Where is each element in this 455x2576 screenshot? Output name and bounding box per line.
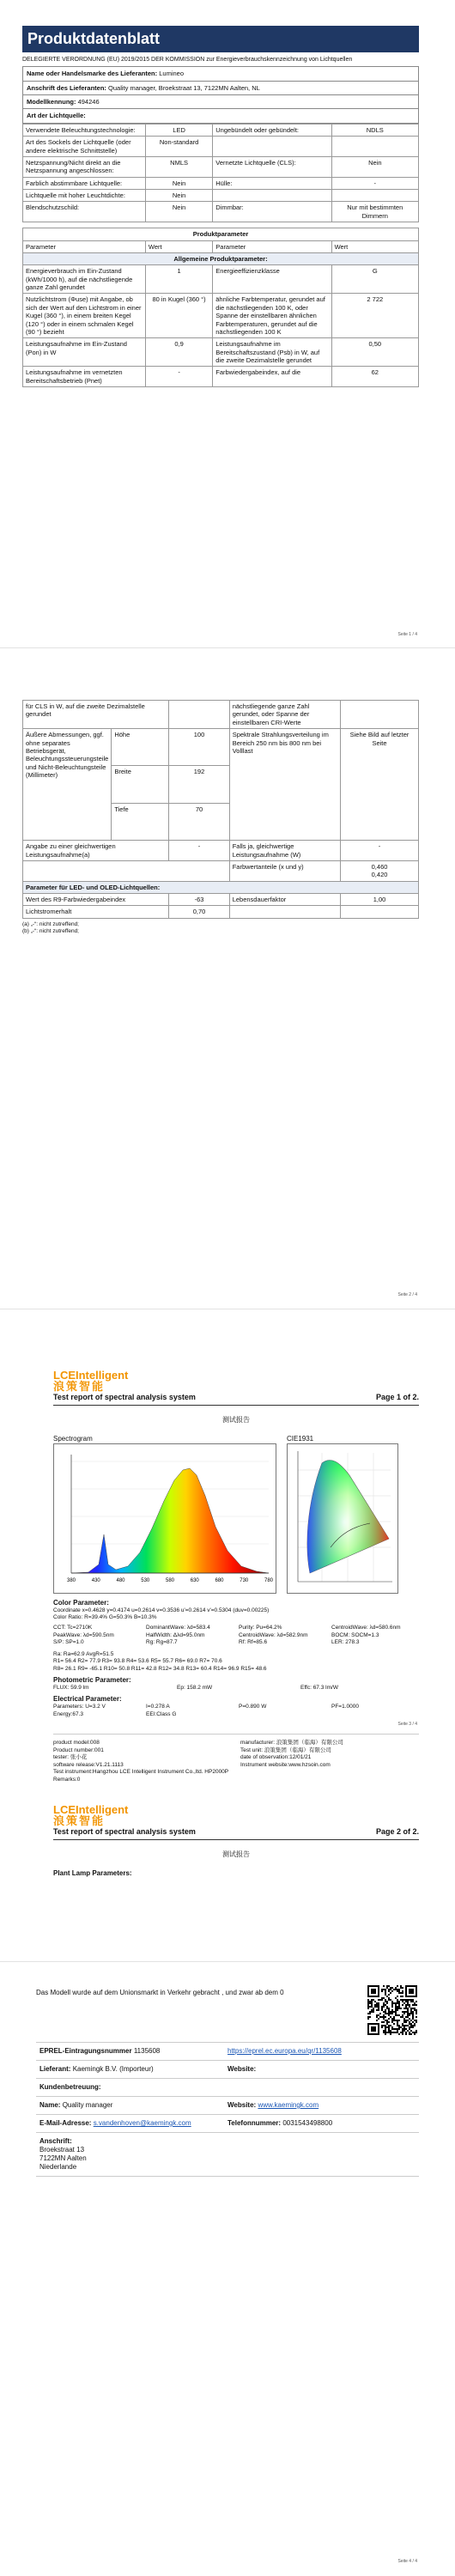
- dim-width-label: Breite: [112, 766, 169, 803]
- eprel-website-label: Website:: [228, 2065, 257, 2073]
- datasheet-page-2: [0, 648, 455, 1309]
- eprel-name-row: [36, 2097, 419, 2115]
- eprel-phone-label: Telefonnummer:: [228, 2119, 282, 2127]
- continued-cell: für CLS in W, auf die zweite Dezimalstelle gerundet: [23, 701, 169, 729]
- equiv-label: Angabe zu einer gleichwertigen Leistungsaufnahme(a): [23, 841, 169, 861]
- general-row: [23, 294, 419, 338]
- led-cell: -63: [169, 894, 229, 906]
- page-number-4: Seite 4 / 4: [397, 2559, 417, 2564]
- col-value-1: Wert: [145, 240, 212, 252]
- type-cell: Nein: [331, 156, 418, 177]
- report-title-2: Test report of spectral analysis system: [53, 1827, 196, 1837]
- type-cell: Non-standard: [145, 137, 212, 157]
- model-value: 494246: [77, 98, 100, 106]
- eprel-intro-row: [36, 1984, 419, 2043]
- meta-right-line: Instrument website:www.hzsoin.com: [240, 1761, 331, 1768]
- dim-height-label: Höhe: [112, 729, 169, 766]
- ra-line: R1= 56.4 R2= 77.9 R3= 93.8 R4= 53.6 R5= 55.7 R6= 69.0 R7= 70.6: [53, 1658, 222, 1665]
- spectrum-x-ticks: [67, 1578, 274, 1583]
- lce-logo: [53, 1370, 419, 1393]
- type-row-item: [23, 177, 419, 189]
- cct-cell: HalfWidth: Δλd=95.0nm: [146, 1631, 205, 1638]
- general-cell: Energieverbrauch im Ein-Zustand (kWh/1000 h), auf die nächstliegende ganze Zahl gerundet: [23, 265, 146, 294]
- type-cell: NMLS: [145, 156, 212, 177]
- address-row: [22, 82, 419, 95]
- chroma-values: [341, 860, 419, 881]
- cct-cell: S/P: SP=1.0: [53, 1639, 84, 1646]
- cct-lines: [53, 1625, 419, 1646]
- elec-cell: [331, 1711, 419, 1718]
- cct-cell: Rg: Rg=87.7: [146, 1639, 178, 1646]
- type-cell: [213, 137, 331, 157]
- cie-chart: [287, 1443, 398, 1594]
- datasheet-page-1: [0, 0, 455, 648]
- eprel-website2-label: Website:: [228, 2101, 257, 2109]
- report-page: Page 1 of 2.: [375, 1393, 419, 1402]
- dim-width-value: 192: [169, 766, 229, 803]
- meta-left-line: Test instrument:Hangzhou LCE Intelligent Instrument Co.,ltd. HP2000P: [53, 1769, 229, 1776]
- cct-cell: CentroidWave: λd=580.6nm: [331, 1625, 401, 1631]
- general-cell: 0,50: [331, 338, 418, 367]
- led-cell: Lebensdauerfaktor: [229, 894, 340, 906]
- spectral-value: Siehe Bild auf letzter Seite: [341, 729, 419, 841]
- eprel-address-block: [36, 2133, 419, 2177]
- col-param-1: Parameter: [23, 240, 146, 252]
- x-tick-label: 580: [165, 1577, 175, 1583]
- model-row: [22, 95, 419, 109]
- eprel-email-label: E-Mail-Adresse:: [39, 2119, 92, 2127]
- general-cell: 80 in Kugel (360 °): [145, 294, 212, 338]
- qr-code-icon[interactable]: [366, 1984, 419, 2037]
- meta-left-line: Remarks:0: [53, 1776, 81, 1783]
- continued-cell: [341, 701, 419, 729]
- chroma-x: 0,460: [371, 862, 388, 871]
- elec-cell: Energy:67.3: [53, 1710, 84, 1717]
- general-row: [23, 338, 419, 367]
- elec-cell: PF=1.0000: [331, 1704, 359, 1710]
- meta-right-line: manufacturer: 浪策集团（临海）有限公司: [240, 1740, 343, 1747]
- eprel-supplier: Kaemingk B.V. (Importeur): [72, 2065, 154, 2073]
- meta-right-line: Test unit: 浪策集团（临海）有限公司: [240, 1747, 331, 1753]
- cct-cell: PeakWave: λd=590.5nm: [53, 1631, 114, 1638]
- page-number-3: Seite 3 / 4: [397, 1722, 417, 1727]
- lce-logo-2: [53, 1804, 419, 1827]
- report-cn-title-2: 测试报告: [222, 1850, 250, 1858]
- product-parameters-table: [22, 228, 419, 387]
- elec-cell: P=0.890 W: [239, 1704, 267, 1710]
- page-title: Produktdatenblatt: [22, 26, 419, 52]
- eprel-number-row: [36, 2043, 419, 2061]
- address-label: Anschrift des Lieferanten:: [27, 83, 106, 92]
- general-cell: 2 722: [331, 294, 418, 338]
- footnotes: [22, 921, 419, 935]
- dim-depth-value: 70: [169, 803, 229, 840]
- eprel-addr-2: 7122MN Aalten: [39, 2154, 87, 2162]
- type-cell: Farblich abstimmbare Lichtquelle:: [23, 177, 146, 189]
- light-source-type-table: [22, 124, 419, 222]
- elec-header: Electrical Parameter:: [53, 1695, 122, 1704]
- type-row-item: [23, 202, 419, 222]
- x-tick-label: 380: [66, 1577, 76, 1583]
- led-cell: [229, 906, 340, 918]
- meta-left-line: tester: 张小花: [53, 1754, 88, 1761]
- spectral-label: Spektrale Strahlungsverteilung im Bereich 250 nm bis 800 nm bei Volllast: [229, 729, 340, 841]
- meta-left-line: Product number:001: [53, 1747, 104, 1753]
- color-line: Coordinate x=0.4628 y=0.4174 u=0.2614 v=0.3536 u'=0.2614 v'=0.5304 (duv=0.00225): [53, 1607, 270, 1613]
- general-cell: ähnliche Farbtemperatur, gerundet auf die nächstliegenden 100 K, oder Spanne der einstellbaren ähnlichen Farbtemperaturen, gerundet auf die nächstliegenden 100 K: [213, 294, 331, 338]
- general-cell: Leistungsaufnahme im vernetzten Bereitschaftsbetrieb (Pnet): [23, 367, 146, 387]
- type-row-item: [23, 156, 419, 177]
- supplier-row: [22, 66, 419, 81]
- eprel-link[interactable]: https://eprel.ec.europa.eu/qr/1135608: [228, 2047, 342, 2055]
- page-number: Seite 1 / 4: [397, 632, 417, 637]
- color-line: Color Ratio: R=39.4% G=50.3% B=10.3%: [53, 1613, 157, 1620]
- type-cell: [331, 137, 418, 157]
- type-cell: LED: [145, 124, 212, 136]
- meta-left: [53, 1740, 232, 1783]
- meta-right: [240, 1740, 419, 1783]
- regulation-text: DELEGIERTE VERORDNUNG (EU) 2019/2015 DER KOMMISSION zur Energieverbrauchskennzeichnung von Lichtquellen: [22, 56, 353, 63]
- ra-line: R8= 26.1 R9= -65.1 R10= 50.8 R11= 42.8 R12= 34.8 R13= 60.4 R14= 96.9 R15= 48.6: [53, 1665, 267, 1672]
- meta-left-line: product model:008: [53, 1740, 100, 1747]
- led-header: Parameter für LED- und OLED-Lichtquellen:: [23, 881, 419, 893]
- type-row-item: [23, 137, 419, 157]
- equiv-right-value: -: [341, 841, 419, 861]
- type-row-item: [23, 190, 419, 202]
- spectrogram-chart: [53, 1443, 276, 1594]
- type-cell: Ungebündelt oder gebündelt:: [213, 124, 331, 136]
- type-row: [22, 109, 419, 123]
- general-header: Allgemeine Produktparameter:: [23, 252, 419, 264]
- params-header: Produktparameter: [23, 228, 419, 240]
- led-cell: Lichtstromerhalt: [23, 906, 169, 918]
- x-tick-label: 530: [141, 1577, 150, 1583]
- equiv-right-label: Falls ja, gleichwertige Leistungsaufnahme (W): [229, 841, 340, 861]
- eprel-addr-1: Broekstraat 13: [39, 2146, 85, 2154]
- supplier-label: Name oder Handelsmarke des Lieferanten:: [27, 70, 158, 78]
- type-cell: Nein: [145, 177, 212, 189]
- led-cell: 1,00: [341, 894, 419, 906]
- cct-cell: CentroidWave: λd=582.9nm: [239, 1631, 308, 1638]
- cct-cell: CCT: Tc=2710K: [53, 1625, 93, 1631]
- general-cell: 62: [331, 367, 418, 387]
- address-value: Quality manager, Broekstraat 13, 7122MN Aalten, NL: [108, 83, 260, 92]
- footnote-b: (b) „-“: nicht zutreffend;: [22, 927, 79, 934]
- general-cell: Leistungsaufnahme im Bereitschaftszustand (Psb) in W, auf die zweite Dezimalstelle gerundet: [213, 338, 331, 367]
- chroma-label: Farbwertanteile (x und y): [229, 860, 340, 881]
- cie-label: CIE1931: [287, 1434, 314, 1443]
- led-cell: [341, 906, 419, 918]
- color-lines: [53, 1607, 419, 1622]
- type-cell: Hülle:: [213, 177, 331, 189]
- cct-cell: Rf: Rf=85.6: [239, 1639, 268, 1646]
- chroma-y: 0,420: [371, 871, 388, 879]
- eprel-email-link[interactable]: s.vandenhoven@kaemingk.com: [93, 2119, 191, 2127]
- plant-lamp-label: Plant Lamp Parameters:: [53, 1868, 132, 1877]
- elec-cell: I=0.278 A: [146, 1704, 170, 1710]
- cct-cell: BOCM: SOCM=1.3: [331, 1631, 379, 1638]
- cie-svg: [288, 1444, 397, 1593]
- report-meta: [53, 1734, 419, 1783]
- type-cell: NDLS: [331, 124, 418, 136]
- photo-header: Photometric Parameter:: [53, 1676, 131, 1685]
- spectrum-svg: [54, 1444, 276, 1593]
- eprel-supplier-row: [36, 2061, 419, 2079]
- eprel-number: 1135608: [133, 2047, 161, 2055]
- type-label: Art der Lichtquelle:: [27, 112, 86, 120]
- spectrum-curve: [71, 1468, 269, 1573]
- elec-cell: [239, 1711, 326, 1718]
- meta-left-line: software release:V1.21.1113: [53, 1761, 124, 1768]
- type-cell: Dimmbar:: [213, 202, 331, 222]
- type-cell: [213, 190, 331, 202]
- led-cell: 0,70: [169, 906, 229, 918]
- x-tick-label: 430: [91, 1577, 100, 1583]
- elec-cell: Parameters: U=3.2 V: [53, 1704, 106, 1710]
- type-cell: Nein: [145, 190, 212, 202]
- led-cell: Wert des R9-Farbwiedergabeindex: [23, 894, 169, 906]
- x-tick-label: 780: [264, 1577, 274, 1583]
- type-cell: Blendschutzschild:: [23, 202, 146, 222]
- col-param-2: Parameter: [213, 240, 331, 252]
- type-cell: Verwendete Beleuchtungstechnologie:: [23, 124, 146, 136]
- cct-cell: LER: 278.3: [331, 1639, 360, 1646]
- report-header: [53, 1393, 419, 1405]
- continued-cell: [169, 701, 229, 729]
- chart-row: [53, 1435, 419, 1594]
- footnote-a: (a) „-“: nicht zutreffend;: [22, 920, 79, 927]
- type-row-item: [23, 124, 419, 136]
- eprel-support-row: [36, 2079, 419, 2097]
- supplier-value: Lumineo: [159, 70, 185, 78]
- general-row: [23, 265, 419, 294]
- eprel-addr-label: Anschrift:: [39, 2137, 72, 2145]
- type-cell: Lichtquelle mit hoher Leuchtdichte:: [23, 190, 146, 202]
- logo-en-2: LCEIntelligent: [53, 1802, 129, 1816]
- logo-cn: 浪策智能: [53, 1380, 106, 1393]
- ep: Ep: 158.2 mW: [177, 1685, 213, 1692]
- cct-cell: DominantWave: λd=583.4: [146, 1625, 210, 1631]
- x-tick-label: 680: [215, 1577, 224, 1583]
- report-title: Test report of spectral analysis system: [53, 1393, 196, 1402]
- dim-height-value: 100: [169, 729, 229, 766]
- photo-line: [53, 1685, 419, 1692]
- dim-depth-label: Tiefe: [112, 803, 169, 840]
- eprel-support-label: Kundenbetreuung:: [39, 2083, 101, 2091]
- report-header-2: [53, 1827, 419, 1839]
- meta-right-line: date of observation:12/01/21: [240, 1754, 312, 1761]
- eprel-name: Quality manager: [62, 2101, 113, 2109]
- type-cell: -: [331, 177, 418, 189]
- continued-cell: nächstliegende ganze Zahl gerundet, oder Spanne der einstellbaren CRI-Werte: [229, 701, 340, 729]
- type-cell: Netzspannung/Nicht direkt an die Netzspannung angeschlossen:: [23, 156, 146, 177]
- eprel-supplier-label: Lieferant:: [39, 2065, 71, 2073]
- ra-line: Ra: Ra=62.9 AvgR=51.5: [53, 1650, 114, 1657]
- spectral-report-page: [0, 1309, 455, 1962]
- eprel-contact-row: [36, 2115, 419, 2133]
- x-tick-label: 730: [240, 1577, 249, 1583]
- general-row: [23, 367, 419, 387]
- general-cell: -: [145, 367, 212, 387]
- cie-block: [287, 1435, 398, 1594]
- spectrogram-label: Spectrogram: [53, 1434, 93, 1443]
- type-cell: [331, 190, 418, 202]
- general-cell: Farbwiedergabeindex, auf die: [213, 367, 331, 387]
- general-cell: G: [331, 265, 418, 294]
- elec-cell: EEI:Class G: [146, 1710, 177, 1717]
- eprel-website-link[interactable]: www.kaemingk.com: [258, 2101, 319, 2109]
- eprel-phone: 0031543498800: [282, 2119, 333, 2127]
- color-param-header: Color Parameter:: [53, 1598, 109, 1607]
- elec-lines: [53, 1704, 419, 1718]
- report-cn-title: 测试报告: [222, 1415, 250, 1424]
- page-number-2: Seite 2 / 4: [397, 1292, 417, 1297]
- effc: Effc: 67.3 lm/W: [300, 1685, 338, 1692]
- general-cell: Nutzlichtstrom (Φuse) mit Angabe, ob sich der Wert auf den Lichtstrom in einer Kugel (360 °), in einem breiten Kegel (120 °) oder in einem schmalen Kegel (90 °) bezieht: [23, 294, 146, 338]
- general-cell: 0,9: [145, 338, 212, 367]
- eprel-name-label: Name:: [39, 2101, 61, 2109]
- type-cell: Nein: [145, 202, 212, 222]
- type-cell: Vernetzte Lichtquelle (CLS):: [213, 156, 331, 177]
- model-label: Modellkennung:: [27, 98, 76, 106]
- spectrogram-block: [53, 1435, 276, 1594]
- general-cell: Energieeffizienzklasse: [213, 265, 331, 294]
- equiv-value: -: [169, 841, 229, 861]
- x-tick-label: 630: [190, 1577, 199, 1583]
- eprel-addr-3: Niederlande: [39, 2163, 77, 2171]
- type-cell: Art des Sockels der Lichtquelle (oder andere elektrische Schnittstelle): [23, 137, 146, 157]
- general-cell: 1: [145, 265, 212, 294]
- led-row: [23, 906, 419, 918]
- eprel-number-label: EPREL-Eintragungsnummer: [39, 2047, 132, 2055]
- general-cell: Leistungsaufnahme im Ein-Zustand (Pon) in W: [23, 338, 146, 367]
- continued-table: [22, 700, 419, 919]
- logo-cn-2: 浪策智能: [53, 1814, 106, 1827]
- eprel-page: [0, 1962, 455, 2576]
- type-cell: Nur mit bestimmten Dimmern: [331, 202, 418, 222]
- eprel-intro: Das Modell wurde auf dem Unionsmarkt in Verkehr gebracht , und zwar ab dem 0: [36, 1989, 284, 1996]
- report-page-2: Page 2 of 2.: [375, 1827, 419, 1837]
- col-value-2: Wert: [331, 240, 418, 252]
- cct-cell: Purity: Pu=64.2%: [239, 1625, 282, 1631]
- logo-en: LCEIntelligent: [53, 1369, 129, 1382]
- ra-lines: [53, 1651, 419, 1673]
- led-row: [23, 894, 419, 906]
- dimensions-label: Äußere Abmessungen, ggf. ohne separates Betriebsgerät, Beleuchtungssteuerungsteile und Nicht-Beleuchtungsteile (Millimeter): [23, 729, 112, 841]
- flux: FLUX: 59.9 lm: [53, 1685, 89, 1692]
- continued-row: [23, 701, 419, 729]
- x-tick-label: 480: [116, 1577, 125, 1583]
